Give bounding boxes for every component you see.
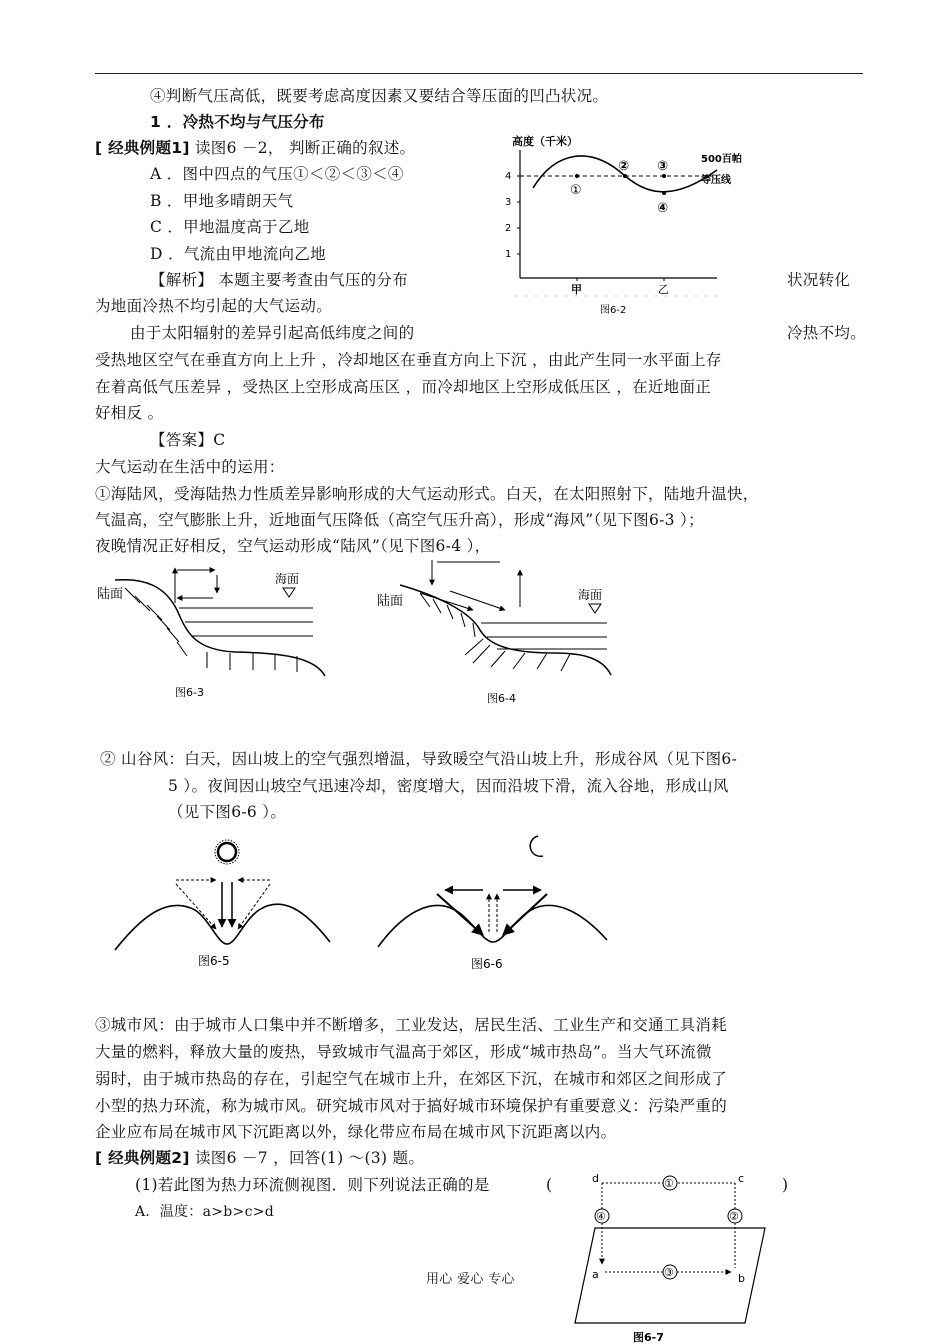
text-line: ④判断气压高低，既要考虑高度因素又要结合等压面的凹凸状况。 [150, 87, 609, 105]
page-footer: 用心 爱心 专心 [426, 1272, 515, 1287]
fig66-caption: 图6-6 [471, 957, 503, 971]
fig62-label-500: 500百帕 [701, 154, 742, 165]
valley-line2: 5 ）。夜间因山坡空气迅速冷却，密度增大，因而沿坡下滑，流入谷地，形成山风 [168, 777, 729, 795]
analysis-line-end: 状况转化 [787, 271, 851, 289]
use-title: 大气运动在生活中的运用： [95, 458, 285, 476]
fig62-point-4: ④ [657, 201, 669, 216]
fig64-sea-label: 海面 [578, 588, 603, 602]
city-line1: ③城市风：由于城市人口集中并不断增多，工业发达，居民生活、工业生产和交通工具消耗 [95, 1016, 728, 1034]
question1-paren-right: ) [782, 1176, 789, 1194]
fig67-label-b: b [738, 1272, 745, 1285]
answer: 【答案】C [150, 431, 226, 449]
valley-line3: （见下图6-6 ）。 [168, 803, 287, 821]
fig62-caption: 图6-2 [600, 305, 627, 316]
figure-6-4 [375, 555, 635, 715]
figure-6-5 [110, 832, 340, 982]
fig67-label-a: a [592, 1268, 599, 1281]
para2-line1-end: 冷热不均。 [787, 324, 867, 342]
section-heading: 1 ．冷热不均与气压分布 [150, 113, 325, 131]
moon-icon [530, 836, 543, 856]
fig64-land-label: 陆面 [377, 594, 404, 609]
fig62-ylabel: 高度（千米） [512, 135, 578, 148]
city-line4: 小型的热力环流，称为城市风。研究城市风对于搞好城市环境保护有重要意义：污染严重的 [95, 1097, 728, 1115]
figure-6-3 [95, 558, 335, 708]
option-b: B ．甲地多晴朗天气 [150, 192, 294, 210]
analysis-line: 【解析】 本题主要考查由气压的分布 [150, 271, 409, 289]
city-line3: 弱时，由于城市热岛的存在，引起空气在城市上升，在郊区下沉，在城市和郊区之间形成了 [95, 1070, 728, 1088]
para2-line1: 由于太阳辐射的差异引起高低纬度之间的 [130, 324, 415, 342]
fig62-label-isobar: 等压线 [701, 175, 731, 186]
fig67-num-1: ① [664, 1177, 674, 1190]
example2-line [95, 1148, 424, 1168]
fig63-coast [115, 580, 325, 676]
example1-line [95, 138, 415, 158]
option-d: D ．气流由甲地流向乙地 [150, 245, 326, 263]
valley-line1: ② 山谷风：白天，因山坡上的空气强烈增温，导致暖空气沿山坡上升，形成谷风（见下图6- [100, 750, 738, 768]
fig67-caption: 图6-7 [633, 1331, 664, 1344]
sun-icon [215, 840, 239, 864]
city-line5: 企业应布局在城市风下沉距离以外，绿化带应布局在城市风下沉距离以内。 [95, 1123, 617, 1141]
fig62-point-2: ② [618, 159, 630, 174]
fig63-land-label: 陆面 [97, 587, 124, 602]
fig63-sea-label: 海面 [275, 572, 300, 586]
fig67-num-2: ② [729, 1210, 739, 1223]
question1-option-a: A．温度：a>b>c>d [135, 1204, 275, 1220]
fig62-tick-4: 4 [505, 171, 512, 182]
question1: (1)若此图为热力环流侧视图．则下列说法正确的是 [135, 1176, 490, 1194]
sea-land-line2: 气温高，空气膨胀上升，近地面气压降低（高空气压升高），形成“海风”（见下图6-3 ）； [95, 511, 704, 529]
example1-label: [ 经典例题1] [95, 139, 190, 157]
fig62-tick-1: 1 [505, 249, 512, 260]
fig63-caption: 图6-3 [175, 686, 204, 699]
header-rule [95, 73, 863, 74]
para2-line2: 受热地区空气在垂直方向上上升 ，冷却地区在垂直方向上下沉 ，由此产生同一水平面上存 [95, 351, 722, 369]
fig67-num-4: ④ [596, 1210, 606, 1223]
fig67-num-3: ③ [664, 1266, 674, 1279]
fig64-caption: 图6-4 [487, 692, 516, 705]
example1-text: 读图6 －2， 判断正确的叙述。 [194, 139, 416, 157]
fig62-jia: 甲 [571, 283, 582, 296]
fig62-tick-2: 2 [505, 223, 512, 234]
fig67-label-c: c [738, 1172, 745, 1185]
fig62-yi: 乙 [658, 283, 669, 296]
fig62-point-3: ③ [657, 159, 669, 174]
fig62-tick-3: 3 [505, 197, 512, 208]
sea-land-line1: ①海陆风，受海陆热力性质差异影响形成的大气运动形式。白天，在太阳照射下，陆地升温快， [95, 485, 759, 503]
fig62-point-1: ① [570, 183, 582, 198]
figure-6-6 [375, 832, 615, 982]
option-c: C ．甲地温度高于乙地 [150, 218, 310, 236]
fig66-valley [378, 905, 607, 947]
example2-label: [ 经典例题2] [95, 1149, 190, 1167]
fig65-caption: 图6-5 [198, 954, 230, 968]
figure-6-7 [565, 1168, 785, 1344]
figure-6-2 [495, 130, 742, 320]
option-a: A ．图中四点的气压①＜②＜③＜④ [150, 165, 404, 183]
fig67-label-d: d [592, 1172, 599, 1185]
analysis-line2: 为地面冷热不均引起的大气运动。 [95, 297, 333, 315]
para2-line3: 在着高低气压差异 ，受热区上空形成高压区 ，而冷却地区上空形成低压区 ，在近地面正 [95, 378, 712, 396]
question1-paren-left: ( [546, 1176, 553, 1194]
para2-line4: 好相反 。 [95, 404, 164, 422]
example2-text: 读图6 －7 ，回答(1) ～(3) 题。 [194, 1149, 425, 1167]
city-line2: 大量的燃料，释放大量的废热，导致城市气温高于郊区，形成“城市热岛”。当大气环流微 [95, 1043, 712, 1061]
sea-land-line3: 夜晚情况正好相反，空气运动形成“陆风”（见下图6-4 ）， [95, 537, 491, 555]
